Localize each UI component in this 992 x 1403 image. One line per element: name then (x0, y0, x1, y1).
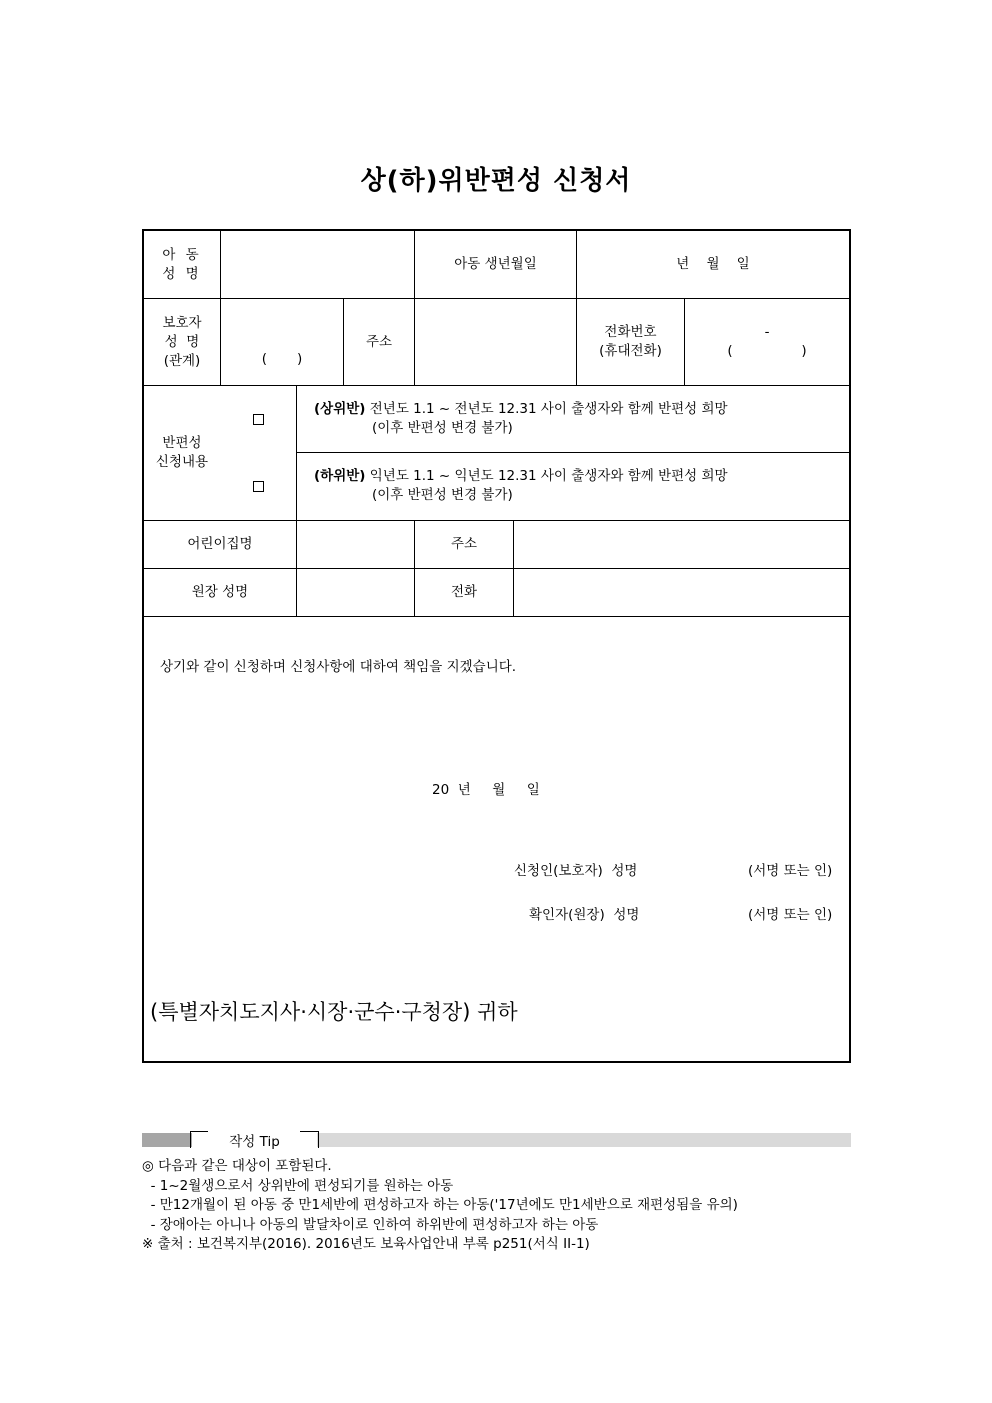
phone-dash: - (764, 324, 770, 340)
child-birth-field[interactable]: 년 월 일 (676, 256, 750, 272)
upper-class-desc: 전년도 1.1 ~ 전년도 12.31 사이 출생자와 함께 반편성 희망 (365, 401, 728, 417)
director-name-field[interactable] (297, 569, 414, 616)
director-phone-field[interactable] (514, 569, 849, 616)
recipient-line: (특별자치도지사·시장·군수·구청장) 귀하 (150, 1000, 518, 1024)
daycare-name-field[interactable] (297, 521, 414, 568)
lower-class-checkbox-cell[interactable] (221, 453, 296, 520)
guardian-address-field[interactable] (415, 299, 576, 385)
applicant-label: 신청인(보호자) 성명 (514, 863, 638, 879)
confirmer-label: 확인자(원장) 성명 (529, 907, 640, 923)
note-line: - 1~2월생으로서 상위반에 편성되기를 원하는 아동 (142, 1177, 454, 1194)
tip-notes (142, 1157, 738, 1255)
guardian-label: 보호자 성 명 (관계) (162, 314, 202, 369)
phone-field[interactable] (685, 299, 849, 385)
upper-class-checkbox[interactable] (253, 414, 264, 425)
lower-class-note: (이후 반편성 변경 불가) (372, 487, 513, 503)
form-title: 상(하)위반편성 신청서 (360, 166, 632, 196)
lower-class-option (314, 466, 728, 486)
lower-class-checkbox[interactable] (253, 481, 264, 492)
assignment-label: 반편성 신청내용 (155, 435, 209, 470)
director-phone-label: 전화 (450, 584, 478, 600)
tip-bar-right (317, 1133, 851, 1147)
note-line: - 장애아는 아니나 아동의 발달차이로 인하여 하위반에 편성하고자 하는 아동 (142, 1216, 599, 1233)
upper-class-note: (이후 반편성 변경 불가) (372, 420, 513, 436)
lower-class-tag: (하위반) (314, 468, 366, 484)
application-form (142, 229, 851, 1063)
guardian-address-label: 주소 (365, 333, 393, 350)
tip-title: 작성 Tip (229, 1134, 280, 1150)
source-line: ※ 출처 : 보건복지부(2016). 2016년도 보육사업안내 부록 p251(서식 II-1) (142, 1236, 590, 1252)
upper-class-checkbox-cell[interactable] (221, 386, 296, 452)
daycare-name-label: 어린이집명 (187, 536, 253, 552)
tip-bar-left (142, 1133, 192, 1147)
child-name-field[interactable] (221, 231, 414, 298)
confirmer-signature[interactable]: (서명 또는 인) (748, 907, 833, 923)
phone-label: 전화번호 (휴대전화) (599, 324, 662, 359)
applicant-signature[interactable]: (서명 또는 인) (748, 863, 833, 879)
statement-text: 상기와 같이 신청하며 신청사항에 대하여 책임을 지겠습니다. (160, 659, 517, 675)
daycare-address-label: 주소 (450, 536, 478, 552)
lower-class-desc: 익년도 1.1 ~ 익년도 12.31 사이 출생자와 함께 반편성 희망 (365, 468, 728, 484)
upper-class-tag: (상위반) (314, 401, 366, 417)
child-birth-label: 아동 생년월일 (454, 256, 537, 272)
director-name-label: 원장 성명 (191, 584, 249, 600)
child-name-label: 아 동 성 명 (162, 246, 202, 282)
upper-class-option (314, 399, 728, 419)
note-line: - 만12개월이 된 아동 중 만1세반에 편성하고자 하는 아동('17년에도 만1세반으로 재편성됨을 유의) (142, 1197, 738, 1213)
note-line: ◎ 다음과 같은 대상이 포함된다. (142, 1158, 332, 1174)
guardian-name-field[interactable]: ( ) (261, 351, 303, 367)
date-line[interactable]: 20 년 월 일 (432, 782, 540, 798)
phone-mobile-paren: ( ) (727, 343, 807, 359)
daycare-address-field[interactable] (514, 521, 849, 568)
